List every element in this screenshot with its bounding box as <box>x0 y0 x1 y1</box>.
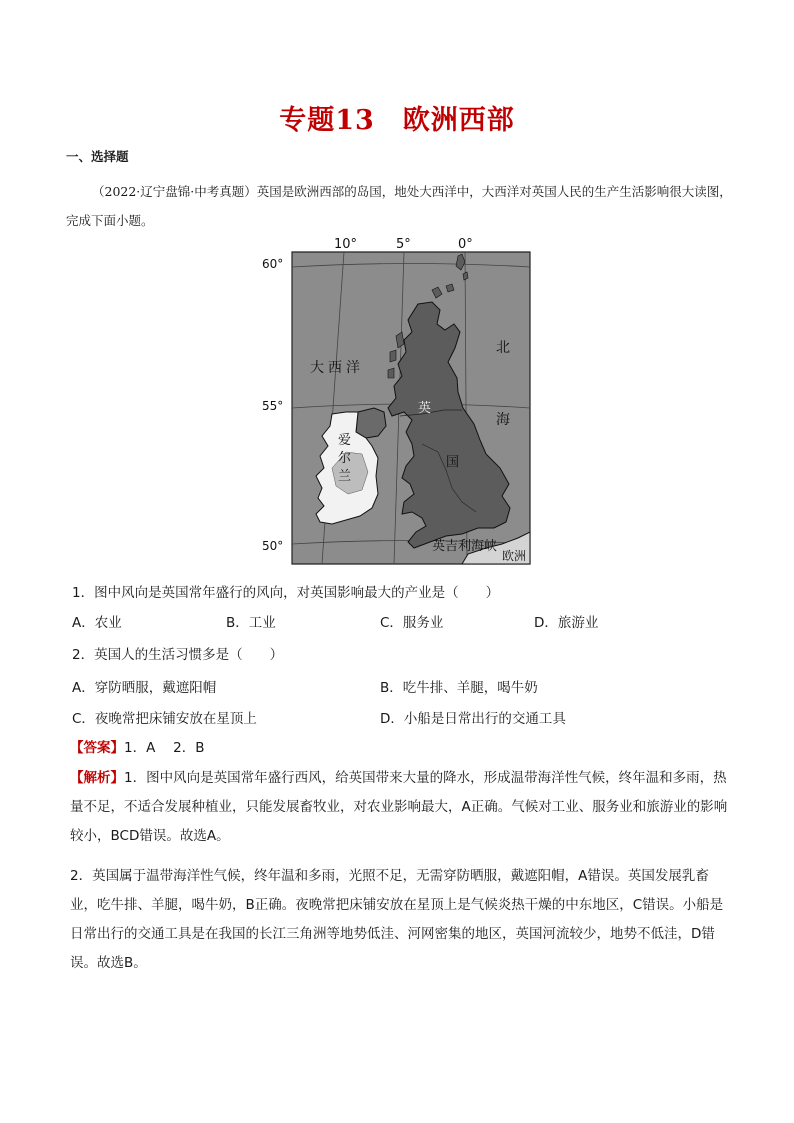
q2-option-b: B．吃牛排、羊腿，喝牛奶 <box>380 680 538 696</box>
q1-option-b: B．工业 <box>226 615 276 631</box>
europe-label: 欧洲 <box>502 549 527 563</box>
ocean-label: 大 <box>310 360 324 376</box>
analysis-tag: 【解析】 <box>70 770 124 786</box>
answer-line <box>70 734 734 763</box>
ireland-label: 爱 <box>338 433 352 448</box>
uk-label: 英 <box>418 401 432 416</box>
ireland-label: 兰 <box>338 469 352 484</box>
uk-label: 国 <box>446 455 460 470</box>
analysis-text-1: 1．图中风向是英国常年盛行西风，给英国带来大量的降水，形成温带海洋性气候，终年温和多雨，热量不足，不适合发展种植业，只能发展畜牧业，对农业影响最大，A正确。气候对工业、服务业和旅游业的影响较小，BCD错误。故选A。 <box>70 770 728 844</box>
analysis-paragraph-1 <box>70 764 734 851</box>
q2-option-c: C．夜晚常把床铺安放在星顶上 <box>72 711 257 727</box>
analysis-paragraph-2: 2．英国属于温带海洋性气候，终年温和多雨，光照不足，无需穿防晒服，戴遮阳帽，A错误。英国发展乳畜业，吃牛排、羊腿，喝牛奶，B正确。夜晚常把床铺安放在星顶上是气候炎热干燥的中东地区，C错误。小船是日常出行的交通工具是在我国的长江三角洲等地势低洼、河网密集的地区，英国河流较少，地势不低洼，D错误。故选B。 <box>70 868 724 971</box>
q1-option-a: A．农业 <box>72 615 122 631</box>
q1-option-d: D．旅游业 <box>534 615 599 631</box>
lat-label: 50° <box>262 539 284 553</box>
intro-paragraph: （2022·辽宁盘锦·中考真题）英国是欧洲西部的岛国，地处大西洋中，大西洋对英国人民的生产生活影响很大读图，完成下面小题。 <box>66 184 732 228</box>
q2-option-a: A．穿防晒服，戴遮阳帽 <box>72 680 217 696</box>
q2-option-d: D．小船是日常出行的交通工具 <box>380 711 566 727</box>
ocean-label: 西 <box>328 360 342 376</box>
channel-label: 英吉利海峡 <box>432 539 498 554</box>
uk-map <box>262 232 534 568</box>
lon-label: 5° <box>396 237 411 252</box>
lon-label: 10° <box>334 237 358 252</box>
lon-label: 0° <box>458 237 473 252</box>
question-1-stem: 1．图中风向是英国常年盛行的风向，对英国影响最大的产业是（ ） <box>72 585 500 601</box>
answer-text: 1．A 2．B <box>124 740 205 756</box>
page-title: 专题13 欧洲西部 <box>279 105 515 136</box>
section-heading: 一、选择题 <box>66 149 129 164</box>
sea-label: 海 <box>496 412 510 428</box>
lat-label: 55° <box>262 399 284 413</box>
ocean-label: 洋 <box>346 360 360 376</box>
q1-option-c: C．服务业 <box>380 615 444 631</box>
question-2-stem: 2．英国人的生活习惯多是（ ） <box>72 647 284 663</box>
lat-label: 60° <box>262 257 284 271</box>
sea-label: 北 <box>496 340 510 356</box>
ireland-label: 尔 <box>338 451 352 466</box>
answer-tag: 【答案】 <box>70 740 124 756</box>
